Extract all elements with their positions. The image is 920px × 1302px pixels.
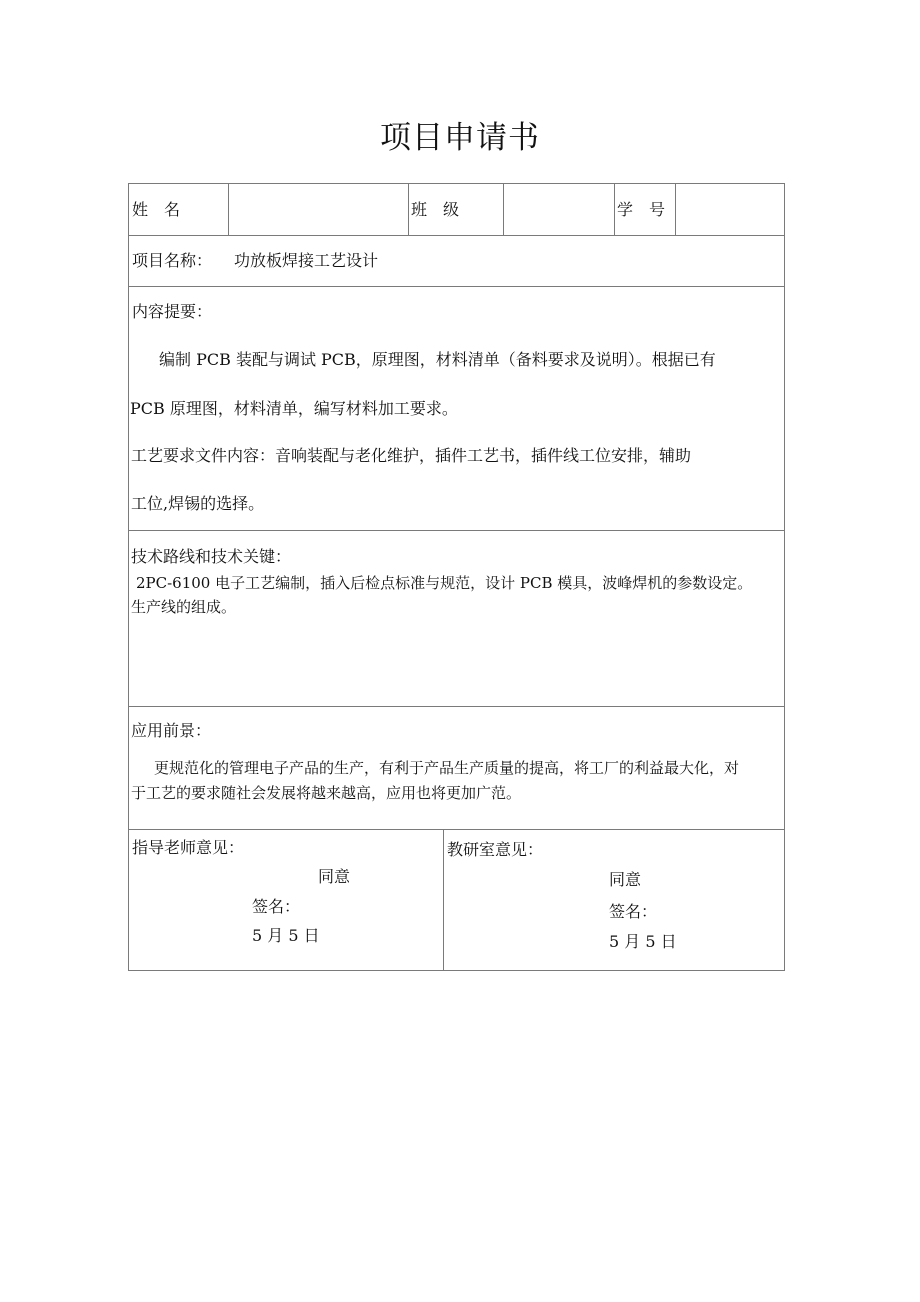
row-divider	[129, 706, 784, 707]
project-name-label: 项目名称：	[132, 251, 213, 270]
application-form-table	[128, 183, 785, 971]
office-opinion-label: 教研室意见：	[447, 840, 544, 859]
summary-line: 编制 PCB 装配与调试 PCB，原理图，材料清单（备料要求及说明）。根据已有	[159, 350, 716, 369]
prospect-label: 应用前景：	[131, 721, 212, 740]
page-title: 项目申请书	[380, 120, 540, 156]
tech-label: 技术路线和技术关键：	[131, 547, 292, 566]
tech-line: 2PC-6100 电子工艺编制，插入后检点标准与规范，设计 PCB 模具，波峰焊机的参数设定。	[136, 574, 753, 592]
summary-line: 工位,焊锡的选择。	[131, 494, 265, 513]
advisor-opinion-label: 指导老师意见：	[132, 838, 245, 857]
prospect-line: 于工艺的要求随社会发展将越来越高，应用也将更加广范。	[131, 784, 522, 802]
row-divider	[129, 530, 784, 531]
tech-line: 生产线的组成。	[131, 598, 237, 616]
project-name-value: 功放板焊接工艺设计	[234, 251, 379, 270]
office-date: 5 月 5 日	[609, 932, 677, 951]
summary-line: PCB 原理图，材料清单，编写材料加工要求。	[130, 399, 458, 418]
row-divider	[129, 286, 784, 287]
summary-label: 内容提要：	[132, 302, 213, 321]
office-signature: 签名：	[609, 902, 658, 921]
prospect-line: 更规范化的管理电子产品的生产，有利于产品生产质量的提高，将工厂的利益最大化，对	[154, 759, 740, 777]
student-no-label: 学号	[617, 200, 682, 219]
office-opinion-text: 同意	[609, 870, 642, 889]
column-divider	[614, 184, 615, 235]
row-divider	[129, 235, 784, 236]
advisor-opinion-text: 同意	[318, 867, 351, 886]
column-divider	[443, 829, 444, 971]
summary-line: 工艺要求文件内容：音响装配与老化维护，插件工艺书，插件线工位安排，辅助	[131, 446, 692, 465]
column-divider	[408, 184, 409, 235]
advisor-signature: 签名：	[252, 897, 301, 916]
advisor-date: 5 月 5 日	[252, 926, 320, 945]
column-divider	[503, 184, 504, 235]
row-divider	[129, 829, 784, 830]
name-label: 姓名	[132, 200, 197, 219]
column-divider	[228, 184, 229, 235]
class-label: 班级	[411, 200, 476, 219]
